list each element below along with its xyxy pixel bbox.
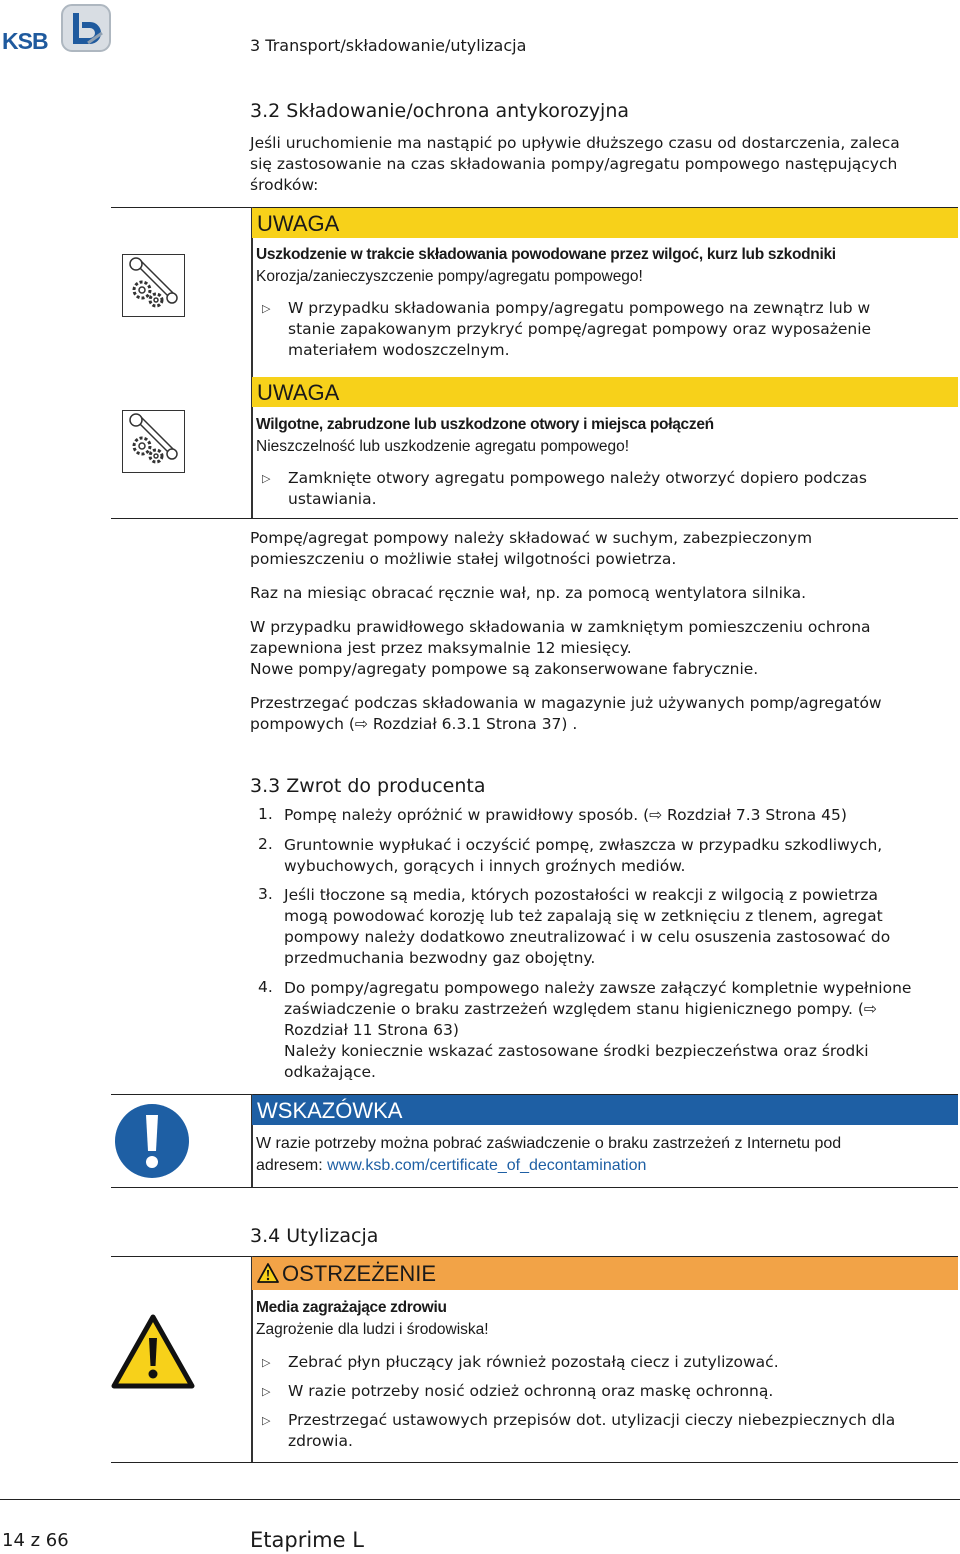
ksb-logo-icon — [58, 3, 114, 53]
bullet-triangle-icon: ▷ — [262, 302, 271, 315]
uwaga-band — [252, 377, 958, 407]
bullet-triangle-icon: ▷ — [262, 1356, 271, 1369]
ksb-logo-text: KSB — [2, 28, 48, 54]
intro-line: Jeśli uruchomienie ma nastąpić po upływie dłuższego czasu od dostarczenia, zaleca — [250, 134, 900, 152]
action-line: zdrowia. — [288, 1432, 353, 1450]
uwaga-heading: Uszkodzenie w trakcie składowania powodowane przez wilgoć, kurz lub szkodniki — [256, 246, 836, 263]
ostrzezenie-action: W razie potrzeby nosić odzież ochronną oraz maskę ochronną. — [288, 1382, 774, 1400]
list-item — [284, 885, 890, 969]
bullet-triangle-icon: ▷ — [262, 1414, 271, 1427]
wskazowka-text — [256, 1133, 841, 1177]
storage-paragraph — [250, 693, 882, 735]
wskazowka-line: W razie potrzeby można pobrać zaświadczenie o braku zastrzeżeń z Internetu pod — [256, 1135, 842, 1152]
action-line: Zamknięte otwory agregatu pompowego należy otworzyć dopiero podczas — [288, 469, 867, 487]
cross-reference-arrow-icon: ⇨ — [354, 715, 368, 733]
ostrzezenie-heading: Media zagrażające zdrowiu — [256, 1299, 447, 1316]
storage-paragraph: Raz na miesiąc obracać ręcznie wał, np. za pomocą wentylatora silnika. — [250, 584, 807, 602]
uwaga-action — [288, 468, 867, 510]
list-item-line: Gruntownie wypłukać i oczyścić pompę, zwłaszcza w przypadku szkodliwych, — [284, 836, 883, 854]
section-3-4-title: 3.4 Utylizacja — [250, 1225, 379, 1247]
header-section-title: 3 Transport/składowanie/utylizacja — [250, 36, 527, 55]
ostrzezenie-action — [288, 1410, 895, 1452]
list-item-line: Jeśli tłoczone są media, których pozostałości w reakcji z wilgocią z powietrza — [284, 886, 879, 904]
paragraph-line: pomieszczeniu o możliwie stałej wilgotności powietrza. — [250, 550, 677, 568]
warning-triangle-small-icon — [257, 1263, 279, 1283]
cross-reference-link[interactable]: Rozdział 6.3.1 Strona 37) . — [367, 715, 578, 733]
ostrzezenie-consequence: Zagrożenie dla ludzi i środowiska! — [256, 1321, 489, 1338]
list-item-line: Pompę należy opróżnić w prawidłowy sposób. (⇨ Rozdział 7.3 Strona 45) — [284, 806, 847, 824]
paragraph-line — [250, 714, 882, 735]
action-line: Przestrzegać ustawowych przepisów dot. utylizacji cieczy niebezpiecznych dla — [288, 1411, 896, 1429]
footer-divider — [0, 1499, 960, 1500]
uwaga-consequence: Korozja/zanieczyszczenie pompy/agregatu pompowego! — [256, 268, 643, 285]
list-item-line: mogą powodować korozję lub też zapalają się w zetknięciu z tlenem, agregat — [284, 907, 883, 925]
intro-line: się zastosowanie na czas składowania pompy/agregatu pompowego następujących — [250, 155, 898, 173]
exclamation-info-icon — [114, 1103, 190, 1179]
list-item — [284, 978, 911, 1083]
uwaga-consequence: Nieszczelność lub uszkodzenie agregatu pompowego! — [256, 438, 630, 455]
ostrzezenie-label: OSTRZEŻENIE — [282, 1261, 437, 1286]
page-number: 14 z 66 — [2, 1530, 69, 1551]
storage-paragraph — [250, 617, 871, 680]
list-item-line: Do pompy/agregatu pompowego należy zawsze załączyć kompletnie wypełnione — [284, 979, 912, 997]
action-line: W przypadku składowania pompy/agregatu pompowego na zewnątrz lub w — [288, 299, 871, 317]
wskazowka-line — [256, 1155, 841, 1177]
tools-gears-icon — [122, 410, 185, 473]
list-item-line: przedmuchania bezwodny gaz obojętny. — [284, 949, 596, 967]
list-number: 2. — [258, 835, 273, 853]
bullet-triangle-icon: ▷ — [262, 1385, 271, 1398]
paragraph-line: Przestrzegać podczas składowania w magazynie już używanych pomp/agregatów — [250, 694, 882, 712]
paragraph-line: Nowe pompy/agregaty pompowe są zakonserwowane fabrycznie. — [250, 660, 759, 678]
list-item-line: odkażające. — [284, 1063, 376, 1081]
tools-gears-icon — [122, 254, 185, 317]
wskazowka-band — [252, 1095, 958, 1125]
list-item-line: Rozdział 11 Strona 63) — [284, 1021, 459, 1039]
action-line: materiałem wodoszczelnym. — [288, 341, 510, 359]
paragraph-line: zapewniona jest przez maksymalnie 12 miesięcy. — [250, 639, 632, 657]
uwaga-label: UWAGA — [257, 211, 340, 236]
section-3-2-intro — [250, 133, 900, 196]
list-number: 3. — [258, 885, 273, 903]
uwaga-label: UWAGA — [257, 380, 340, 405]
list-item — [284, 835, 882, 877]
section-3-2-title: 3.2 Składowanie/ochrona antykorozyjna — [250, 100, 630, 122]
action-line: ustawiania. — [288, 490, 377, 508]
list-item — [284, 805, 847, 826]
wskazowka-line-text: adresem: — [256, 1157, 328, 1174]
paragraph-line: Pompę/agregat pompowy należy składować w suchym, zabezpieczonym — [250, 529, 813, 547]
action-line: stanie zapakowanym przykryć pompę/agregat pompowy oraz wyposażenie — [288, 320, 872, 338]
storage-paragraph — [250, 528, 812, 570]
ostrzezenie-band — [252, 1257, 958, 1290]
list-item-line: wybuchowych, gorących i innych groźnych mediów. — [284, 857, 686, 875]
list-item-line: Należy koniecznie wskazać zastosowane środki bezpieczeństwa oraz środki — [284, 1042, 869, 1060]
bullet-triangle-icon: ▷ — [262, 472, 271, 485]
uwaga-action — [288, 298, 871, 361]
uwaga-band — [252, 208, 958, 238]
list-number: 1. — [258, 805, 273, 823]
ostrzezenie-action: Zebrać płyn płuczący jak również pozostałą ciecz i zutylizować. — [288, 1353, 779, 1371]
product-name: Etaprime L — [250, 1528, 364, 1552]
list-number: 4. — [258, 978, 273, 996]
wskazowka-label: WSKAZÓWKA — [257, 1098, 403, 1123]
intro-line: środków: — [250, 176, 319, 194]
warning-triangle-icon — [111, 1314, 195, 1390]
paragraph-text: pompowych ( — [250, 715, 355, 733]
list-item-line: zaświadczenie o braku zastrzeżeń względem stanu higienicznego pompy. (⇨ — [284, 1000, 877, 1018]
decontamination-certificate-link[interactable]: www.ksb.com/certificate_of_decontamination — [327, 1157, 647, 1174]
paragraph-line: W przypadku prawidłowego składowania w zamkniętym pomieszczeniu ochrona — [250, 618, 871, 636]
uwaga-heading: Wilgotne, zabrudzone lub uszkodzone otwory i miejsca połączeń — [256, 416, 714, 433]
section-3-3-title: 3.3 Zwrot do producenta — [250, 775, 486, 797]
list-item-line: pompowy należy dodatkowo zneutralizować i w celu osuszenia zastosować do — [284, 928, 891, 946]
